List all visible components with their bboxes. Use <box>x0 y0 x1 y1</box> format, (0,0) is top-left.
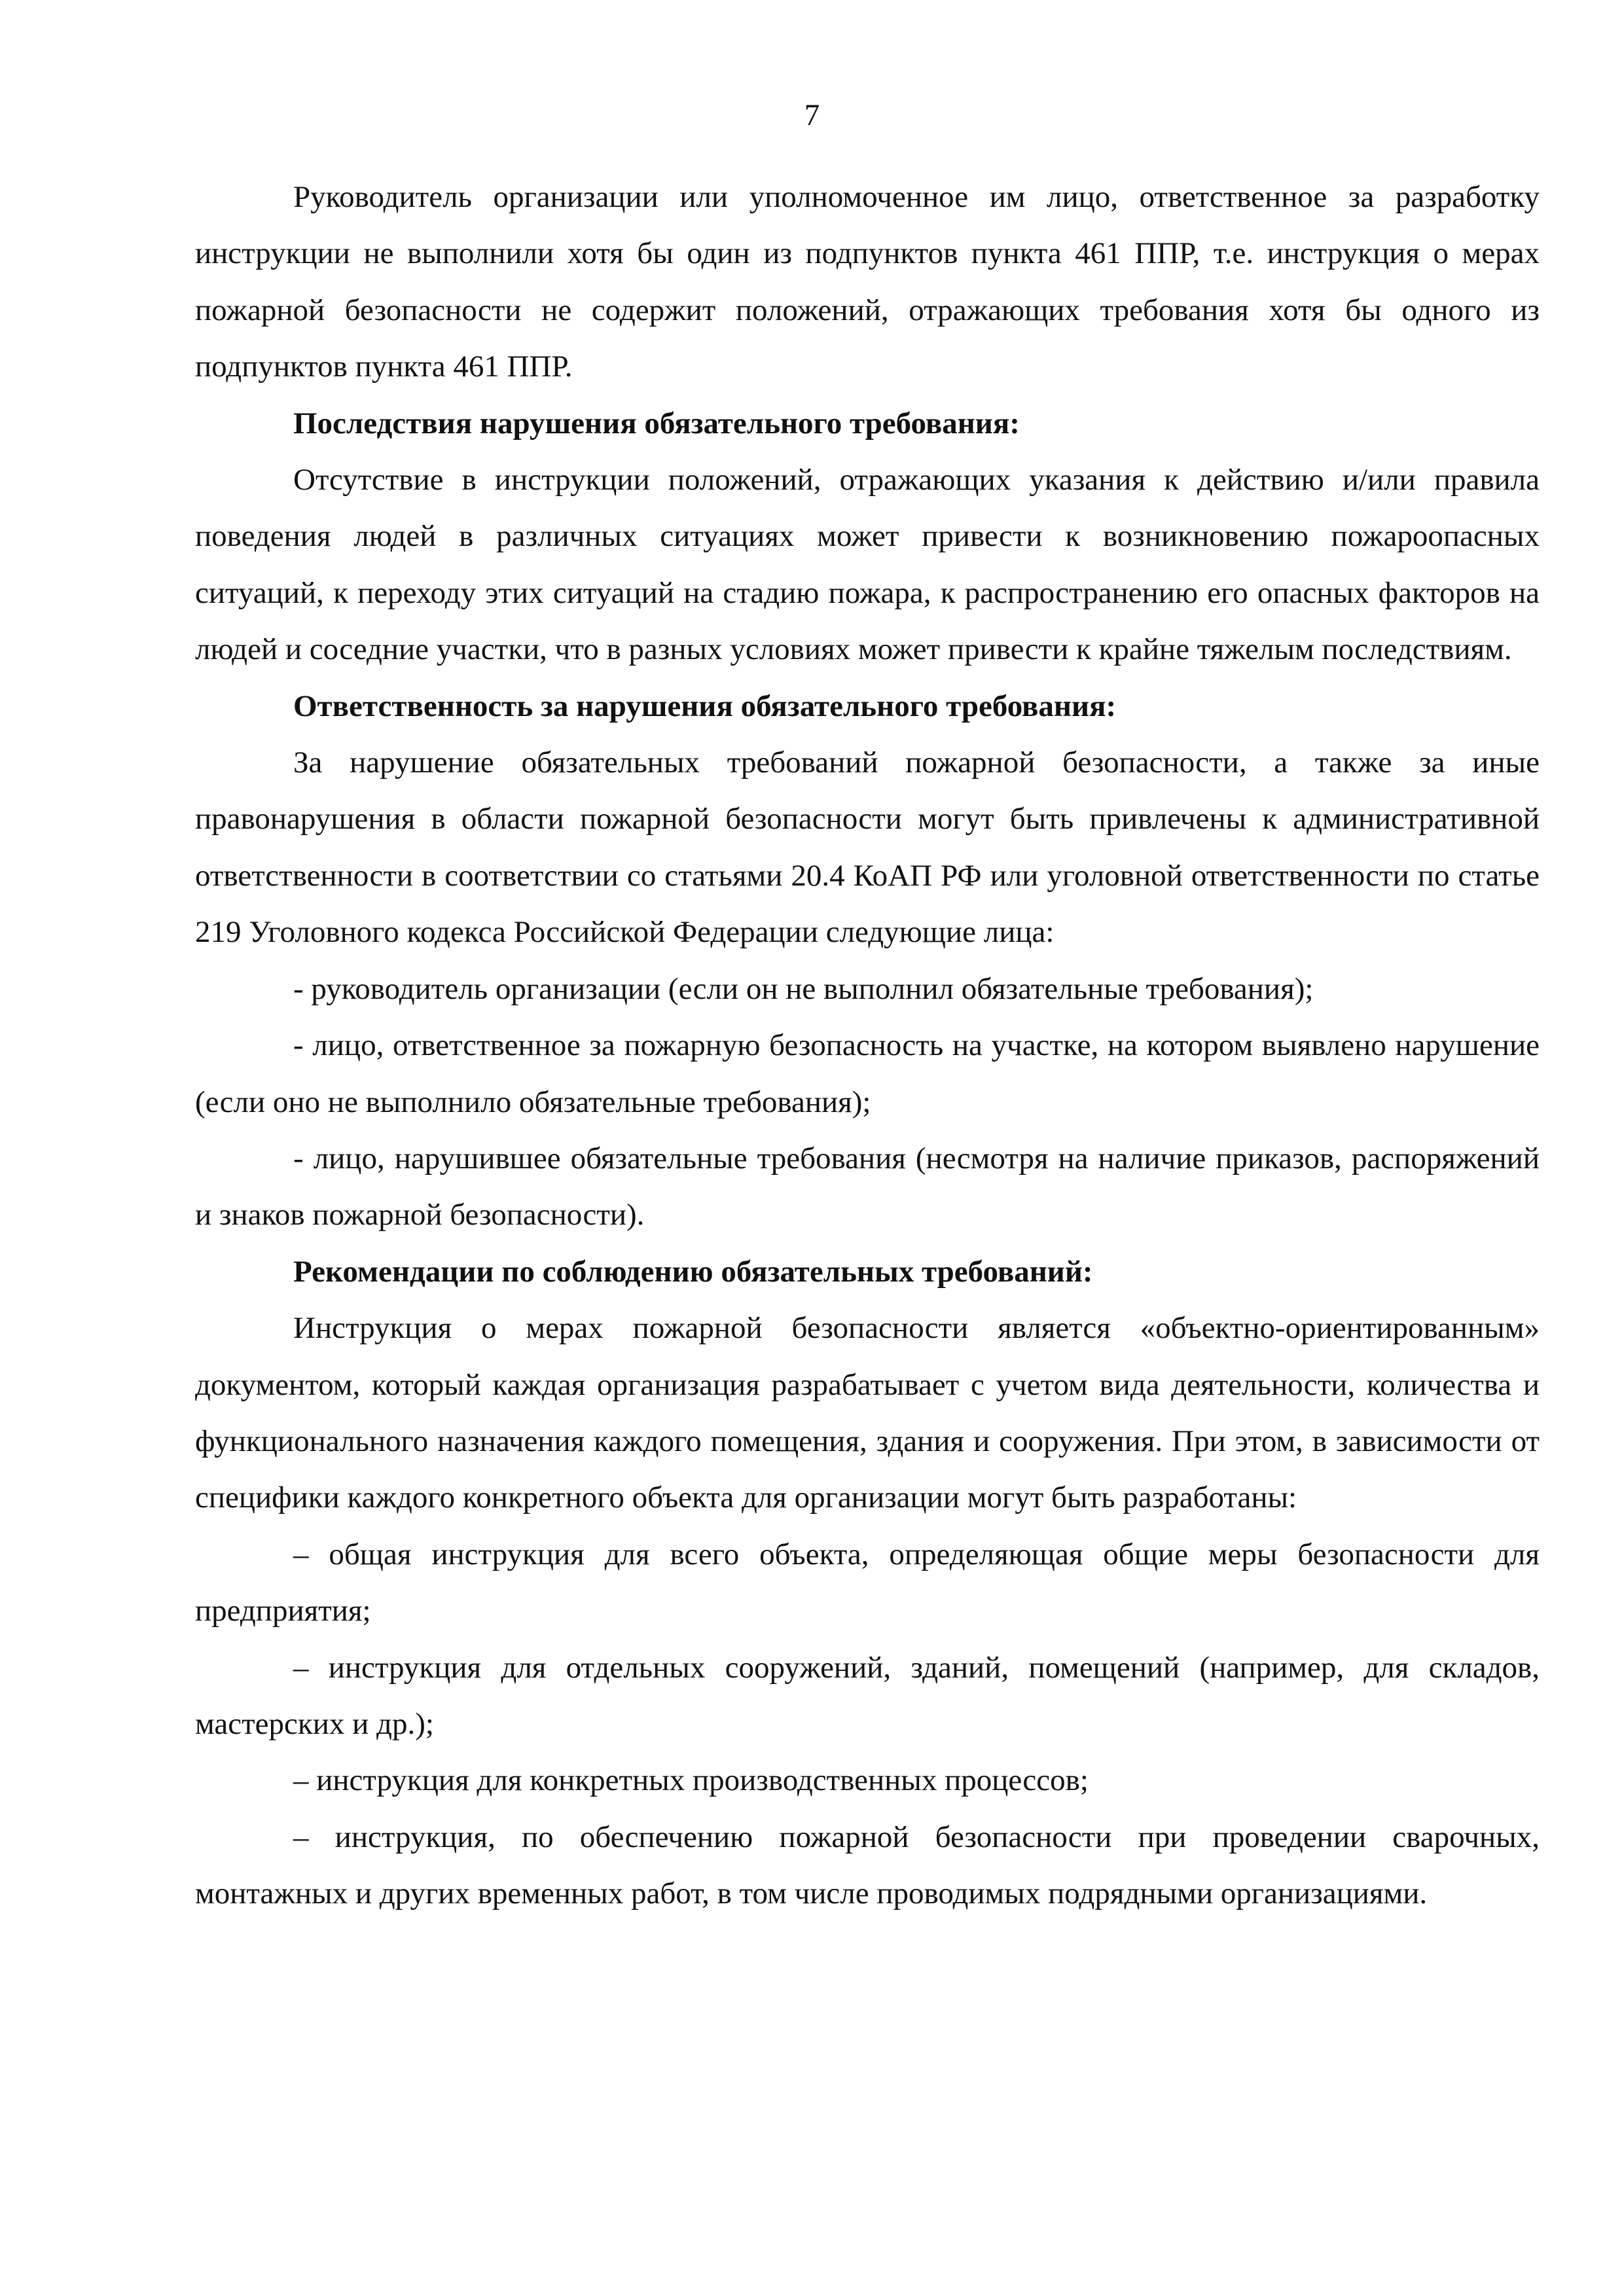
paragraph-recommendations: Инструкция о мерах пожарной безопасности является «объектно-ориентированным» документом, который каждая организация разрабатывает с учетом вида деятельности, количества и функционального назначения каждого помещения, здания и сооружения. При этом, в зависимости от специфики каждого конкретного объекта для организации могут быть разработаны: <box>195 1311 1540 1515</box>
paragraph-consequences: Отсутствие в инструкции положений, отражающих указания к действию и/или правила поведения людей в различных ситуациях может привести к возникновению пожароопасных ситуаций, к переходу этих ситуаций на стадию пожара, к распространению его опасных факторов на людей и соседние участки, что в разных условиях может привести к крайне тяжелым последствиям. <box>195 463 1540 667</box>
list-item-process-instruction: – инструкция для конкретных производственных процессов; <box>293 1763 1089 1798</box>
list-item-temporary-works-instruction: – инструкция, по обеспечению пожарной безопасности при проведении сварочных, монтажных и других временных работ, в том числе проводимых подрядными организациями. <box>195 1820 1540 1911</box>
list-item-building-instruction: – инструкция для отдельных сооружений, зданий, помещений (например, для складов, мастерских и др.); <box>195 1650 1540 1741</box>
document-body <box>195 169 1540 1922</box>
list-item-liable-violator: - лицо, нарушившее обязательные требования (несмотря на наличие приказов, распоряжений и знаков пожарной безопасности). <box>195 1141 1540 1232</box>
paragraph-violation-description: Руководитель организации или уполномоченное им лицо, ответственное за разработку инструкции не выполнили хотя бы один из подпунктов пункта 461 ППР, т.е. инструкция о мерах пожарной безопасности не содержит положений, отражающих требования хотя бы одного из подпунктов пункта 461 ППР. <box>195 180 1540 384</box>
heading-consequences: Последствия нарушения обязательного требования: <box>293 406 1020 440</box>
list-item-liable-manager: - руководитель организации (если он не выполнил обязательные требования); <box>293 971 1314 1006</box>
paragraph-liability: За нарушение обязательных требований пожарной безопасности, а также за иные правонарушения в области пожарной безопасности могут быть привлечены к административной ответственности в соответствии со статьями 20.4 КоАП РФ или уголовной ответственности по статье 219 Уголовного кодекса Российской Федерации следующие лица: <box>195 745 1540 950</box>
page-number: 7 <box>804 98 820 132</box>
heading-recommendations: Рекомендации по соблюдению обязательных требований: <box>293 1254 1093 1289</box>
list-item-general-instruction: – общая инструкция для всего объекта, определяющая общие меры безопасности для предприятия; <box>195 1537 1540 1628</box>
list-item-liable-responsible-person: - лицо, ответственное за пожарную безопасность на участке, на котором выявлено нарушение (если оно не выполнило обязательные требования); <box>195 1028 1540 1119</box>
heading-liability: Ответственность за нарушения обязательного требования: <box>293 689 1117 723</box>
